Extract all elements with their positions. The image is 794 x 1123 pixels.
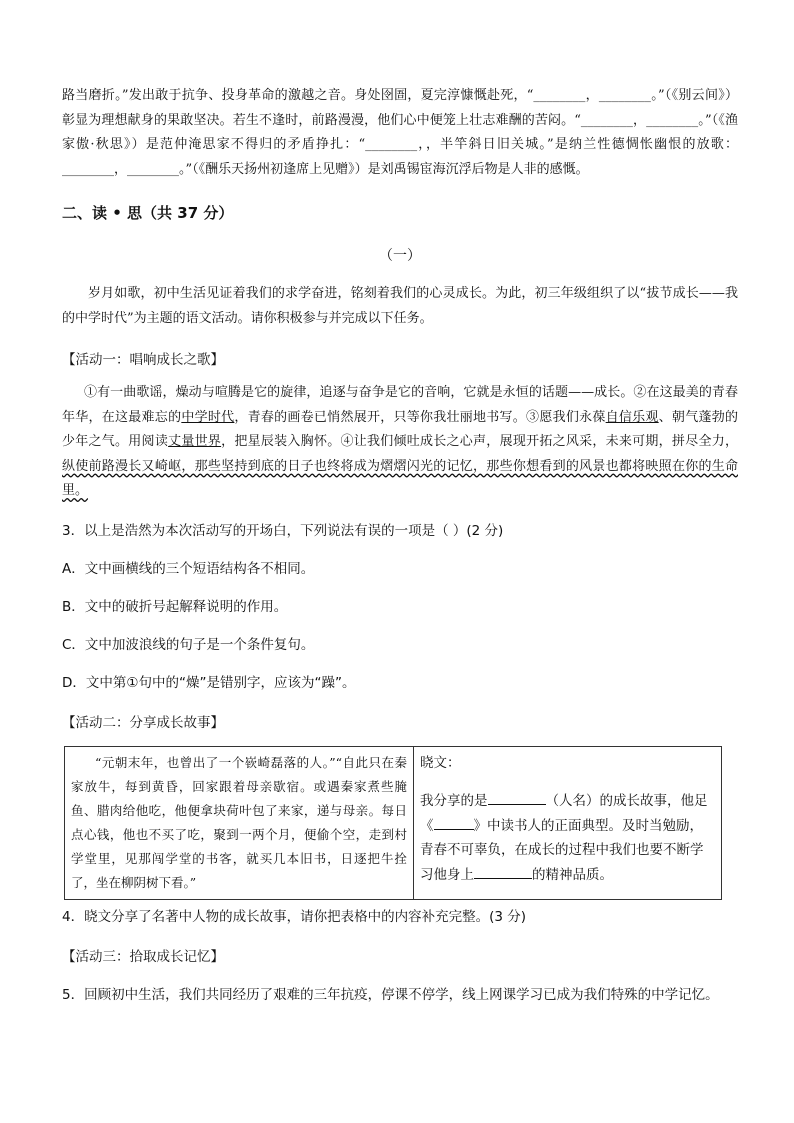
option-d: D．文中第①句中的“燥”是错别字，应该为“躁”。 xyxy=(62,674,356,691)
share-text-4: 》中读书人的正面典型。及时当勉励，青春不可辜负，在成长的过程中我们也要不断学习他身上 xyxy=(420,817,704,883)
passage-text-3: 、朝气蓬勃的少年之气。用阅读 xyxy=(62,409,738,449)
share-text-3: 《 xyxy=(420,817,434,834)
activity-one-title: 【活动一：唱响成长之歌】 xyxy=(62,352,224,368)
option-b: B．文中的破折号起解释说明的作用。 xyxy=(62,598,288,615)
opening-passage xyxy=(62,381,738,504)
share-text-5: 的精神品质。 xyxy=(532,866,613,883)
option-c: C．文中加波浪线的句子是一个条件复句。 xyxy=(62,636,315,653)
book-title-blank[interactable] xyxy=(434,815,474,830)
novel-excerpt-cell: “元朝末年，也曾出了一个嵚崎磊落的人。”“自此只在秦家放牛，每到黄昏，回家跟着母亲歇宿。或遇秦家煮些腌鱼、腊肉给他吃，他便拿块荷叶包了来家，递与母亲。每日点心钱，他也不买了吃，聚到一两个月，便偷个空，走到村学堂里，见那闯学堂的书客，就买几本旧书，日逐把牛拴了，坐在柳阴树下看。” xyxy=(65,746,414,899)
share-text-1: 我分享的是 xyxy=(420,793,488,809)
passage-text-4: ，把星辰装入胸怀。④让我们倾吐成长之心声，展现开拓之风采，未来可期，拼尽全力， xyxy=(221,434,738,449)
poem-fill-paragraph: 路当磨折。”发出敢于抗争、投身革命的激越之音。身处囹圄，夏完淳慷慨赴死，“________，________。”（《别云间》）彰显为理想献身的果敢坚决。若生不逢时，前路漫漫，他们心中便笼上壮志难酬的苦闷。“________，________。”（《渔家傲·秋思》）是范仲淹思家不得归的矛盾挣扎：“________，，半竿斜日旧关城。”是纳兰性德惆怅幽恨的放歌：________，________。”（《酬乐天扬州初逢席上见赠》）是刘禹锡宦海沉浮后物是人非的感慨。 xyxy=(62,88,738,177)
person-name-blank[interactable] xyxy=(488,790,546,805)
story-table xyxy=(64,746,722,900)
section-heading: 二、读 • 思（共 37 分） xyxy=(62,204,234,222)
activity-three-title: 【活动三：拾取成长记忆】 xyxy=(62,948,224,965)
question-5: 5．回顾初中生活，我们共同经历了艰难的三年抗疫，停课不停学，线上网课学习已成为我们特殊的中学记忆。 xyxy=(62,986,719,1003)
speaker-label: 晓文： xyxy=(420,754,461,771)
share-cell xyxy=(414,746,722,899)
passage-text-1: ①有一曲歌谣，燥动与喧腾是它的旋律，追逐与奋争是它的音响，它就是永恒的话题——成长。②在这最美的青春年华，在这最难忘的 xyxy=(62,385,738,425)
activity-intro: 岁月如歌，初中生活见证着我们的求学奋进，铭刻着我们的心灵成长。为此，初三年级组织了以“拔节成长——我的中学时代”为主题的语文活动。请你积极参与并完成以下任务。 xyxy=(62,286,738,326)
quality-blank[interactable] xyxy=(474,864,532,879)
part-number: （一） xyxy=(379,248,421,264)
share-text-2: （人名）的成长故事，他足 xyxy=(545,793,708,809)
option-a: A．文中画横线的三个短语结构各不相同。 xyxy=(62,560,315,577)
underlined-phrase-3: 丈量世界 xyxy=(168,434,222,449)
passage-text-2: ，青春的画卷已悄然展开，只等你我壮丽地书写。③愿我们永葆 xyxy=(234,409,606,425)
share-text xyxy=(420,789,715,887)
underlined-phrase-2: 自信乐观 xyxy=(605,409,659,425)
wavy-underlined-sentence: 纵使前路漫长又崎岖，那些坚持到底的日子也终将成为熠熠闪光的记忆，那些你想看到的风景也都将映照在你的生命里。 xyxy=(62,458,738,498)
activity-two-title: 【活动二：分享成长故事】 xyxy=(62,714,224,731)
underlined-phrase-1: 中学时代 xyxy=(181,409,235,425)
question-4: 4．晓文分享了名著中人物的成长故事，请你把表格中的内容补充完整。(3 分) xyxy=(62,908,527,925)
question-3: 3．以上是浩然为本次活动写的开场白，下列说法有误的一项是（ ）(2 分) xyxy=(62,522,504,539)
exam-page xyxy=(62,84,738,1006)
